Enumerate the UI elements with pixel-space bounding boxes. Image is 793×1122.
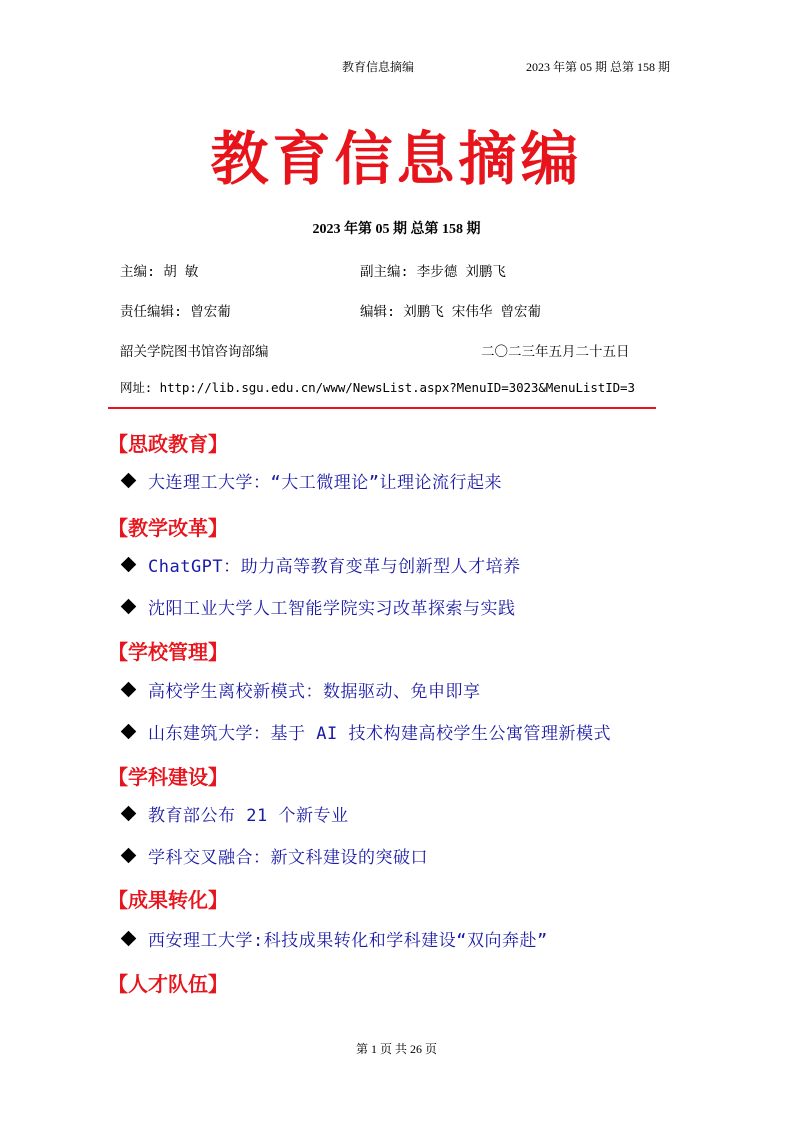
list-item[interactable]: [120, 801, 348, 825]
list-item[interactable]: [120, 677, 481, 701]
diamond-bullet-icon: [121, 805, 137, 821]
section-heading: 【成果转化】: [108, 888, 228, 912]
diamond-bullet-icon: [121, 472, 137, 488]
section-heading: 【教学改革】: [108, 516, 228, 540]
list-item[interactable]: [120, 926, 548, 950]
diamond-bullet-icon: [121, 847, 137, 863]
article-link[interactable]: ChatGPT：助力高等教育变革与创新型人才培养: [148, 556, 521, 577]
editors: 编辑: 刘鹏飞 宋伟华 曾宏葡: [360, 304, 542, 320]
chief-editor: 主编: 胡 敏: [120, 264, 199, 280]
deputy-editor: 副主编: 李步德 刘鹏飞: [360, 264, 506, 280]
header-divider: [108, 407, 656, 409]
running-header-title: 教育信息摘编: [342, 60, 415, 74]
article-link[interactable]: 西安理工大学:科技成果转化和学科建设“双向奔赴”: [148, 930, 548, 951]
diamond-bullet-icon: [121, 930, 137, 946]
publish-date: 二〇二三年五月二十五日: [481, 344, 630, 360]
article-link[interactable]: 高校学生离校新模式：数据驱动、免申即享: [148, 681, 481, 702]
list-item[interactable]: [120, 552, 521, 576]
diamond-bullet-icon: [121, 723, 137, 739]
article-link[interactable]: 沈阳工业大学人工智能学院实习改革探索与实践: [148, 598, 516, 619]
page-number: 第 1 页 共 26 页: [355, 1042, 437, 1056]
section-heading: 【人才队伍】: [108, 972, 228, 996]
list-item[interactable]: [120, 594, 516, 618]
diamond-bullet-icon: [121, 556, 137, 572]
journal-title: 教育信息摘编: [210, 125, 583, 193]
article-link[interactable]: 学科交叉融合：新文科建设的突破口: [148, 847, 428, 868]
website-url[interactable]: 网址: http://lib.sgu.edu.cn/www/NewsList.aspx?MenuID=3023&MenuListID=3: [120, 380, 635, 395]
section-heading: 【思政教育】: [108, 432, 228, 456]
section-heading: 【学科建设】: [108, 765, 228, 789]
list-item[interactable]: [120, 468, 502, 492]
article-link[interactable]: 山东建筑大学：基于 AI 技术构建高校学生公寓管理新模式: [148, 723, 611, 744]
running-header-issue: 2023 年第 05 期 总第 158 期: [526, 60, 671, 74]
diamond-bullet-icon: [121, 681, 137, 697]
article-link[interactable]: 大连理工大学：“大工微理论”让理论流行起来: [148, 472, 502, 493]
list-item[interactable]: [120, 843, 428, 867]
article-link[interactable]: 教育部公布 21 个新专业: [148, 805, 349, 826]
section-heading: 【学校管理】: [108, 640, 228, 664]
list-item[interactable]: [120, 719, 611, 743]
issue-line: 2023 年第 05 期 总第 158 期: [312, 222, 481, 237]
responsible-editor: 责任编辑: 曾宏葡: [120, 304, 231, 320]
diamond-bullet-icon: [121, 598, 137, 614]
publisher: 韶关学院图书馆咨询部编: [120, 344, 269, 360]
